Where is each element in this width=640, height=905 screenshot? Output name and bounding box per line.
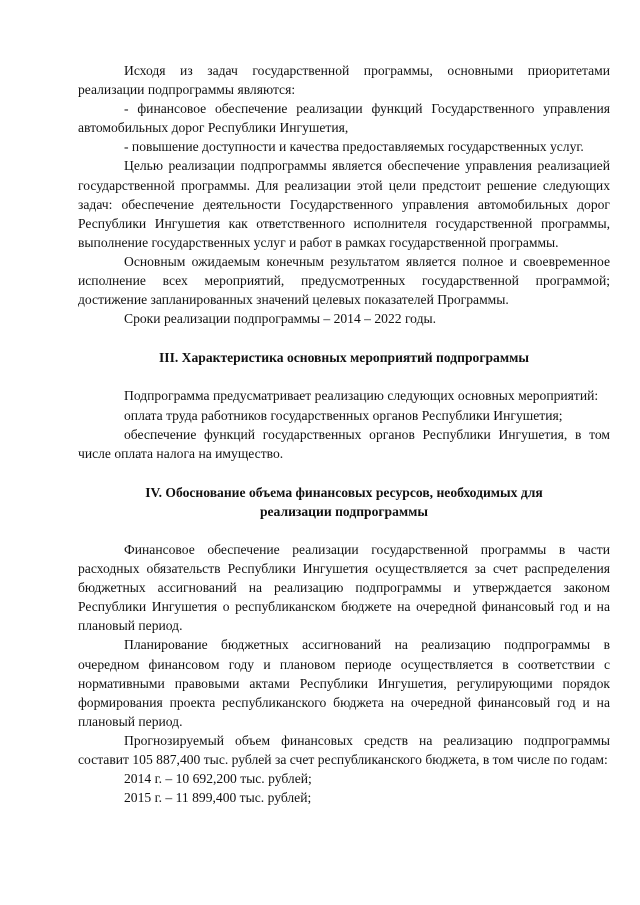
paragraph-year-2015: 2015 г. – 11 899,400 тыс. рублей; [124, 790, 312, 806]
paragraph-priority-services: - повышение доступности и качества предоставляемых государственных услуг. [124, 139, 584, 155]
paragraph-timeline: Сроки реализации подпрограммы – 2014 – 2022 годы. [124, 311, 437, 327]
spacer [78, 328, 610, 348]
paragraph-budget-planning: Планирование бюджетных ассигнований на реализацию подпрограммы в очередном финансовом году и плановом периоде осуществляется в соответствии с нормативными правовыми актами Республики Ингушетия, регулирующими порядок формирования проекта республиканского бюджета на очередной финансовый год и на плановый период. [78, 637, 610, 729]
paragraph-activities-intro: Подпрограмма предусматривает реализацию следующих основных мероприятий: [124, 388, 599, 404]
paragraph-activity-salary: оплата труда работников государственных органов Республики Ингушетия; [124, 407, 563, 423]
paragraph-activity-functions: обеспечение функций государственных органов Республики Ингушетия, в том числе оплата налога на имущество. [78, 426, 610, 461]
spacer [78, 367, 610, 386]
paragraph-financing: Финансовое обеспечение реализации государственной программы в части расходных обязательств Республики Ингушетия осуществляется за счет распределения бюджетных ассигнований на реализацию подпрограммы и утверждается законом Республики Ингушетия о республиканском бюджете на очередной финансовый год и на плановый период. [78, 541, 610, 634]
section-heading-3: III. Характеристика основных мероприятий подпрограммы [159, 350, 529, 366]
section-heading-4-line2: реализации подпрограммы [259, 503, 429, 519]
spacer [78, 521, 610, 540]
spacer [78, 463, 610, 483]
paragraph-year-2014: 2014 г. – 10 692,200 тыс. рублей; [124, 771, 312, 787]
section-heading-4-line1: IV. Обоснование объема финансовых ресурсов, необходимых для [145, 484, 543, 500]
paragraph-priorities-intro: Исходя из задач государственной программы, основными приоритетами реализации подпрограммы являются: [78, 63, 610, 98]
paragraph-forecast-volume: Прогнозируемый объем финансовых средств на реализацию подпрограммы составит 105 887,400 тыс. рублей за счет республиканского бюджета, в том числе по годам: [78, 732, 610, 767]
paragraph-goal: Целью реализации подпрограммы является обеспечение управления реализацией государственной программы. Для реализации этой цели предстоит решение следующих задач: обеспечение деятельности Государственного управления автомобильных дорог Республики Ингушетия как ответственного исполнителя государственной программы, выполнение государственных услуг и работ в рамках государственной программы. [78, 158, 610, 250]
section-heading-4 [78, 483, 610, 521]
paragraph-expected-result: Основным ожидаемым конечным результатом является полное и своевременное исполнение всех мероприятий, предусмотренных государственной программой; достижение запланированных значений целевых показателей Программы. [78, 253, 610, 308]
paragraph-priority-financing: - финансовое обеспечение реализации функций Государственного управления автомобильных дорог Республики Ингушетия, [78, 101, 610, 136]
